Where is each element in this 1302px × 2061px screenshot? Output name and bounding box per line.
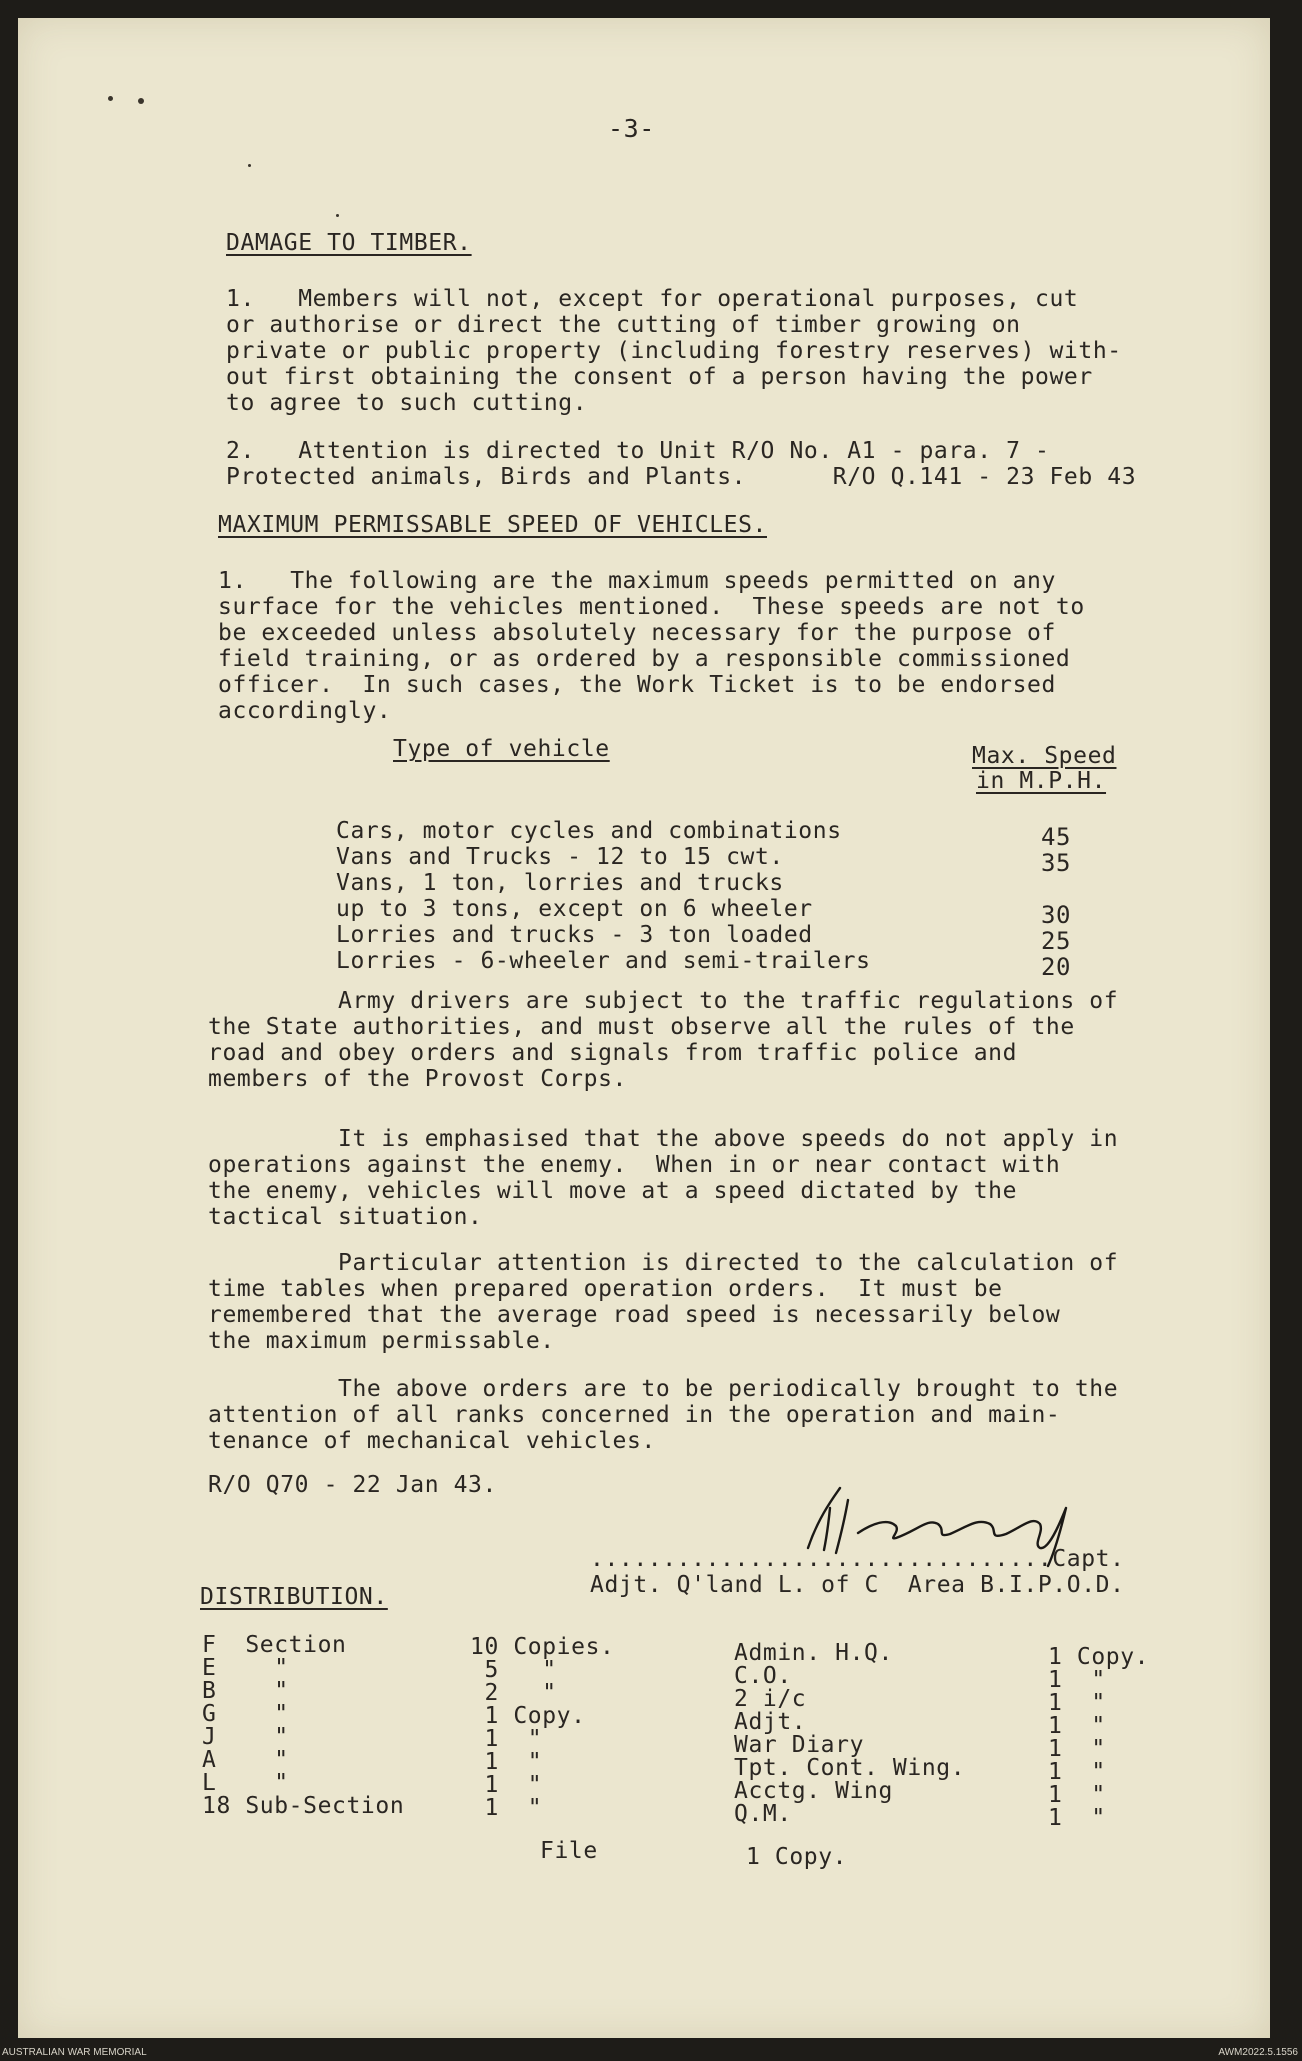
speed-paragraph-1 xyxy=(218,568,1085,724)
table-cell: Lorries and trucks - 3 ton loaded xyxy=(336,922,813,948)
distribution-entry: Q.M. xyxy=(734,1801,792,1827)
text-line: tactical situation. xyxy=(208,1204,483,1230)
text-line: or authorise or direct the cutting of timber growing on xyxy=(226,312,1021,338)
damage-paragraph-1 xyxy=(226,286,1122,416)
vehicle-type-list xyxy=(336,818,871,974)
distribution-entry: G " xyxy=(202,1701,289,1727)
text-line: accordingly. xyxy=(218,698,392,724)
distribution-copies: 1 " xyxy=(470,1749,543,1775)
text-line: Protected animals, Birds and Plants. R/O Q.141 - 23 Feb 43 xyxy=(226,464,1137,490)
table-cell: up to 3 tons, except on 6 wheeler xyxy=(336,896,813,922)
text-line: time tables when prepared operation orders. It must be xyxy=(208,1276,1003,1302)
distribution-copies: 1 " xyxy=(1048,1667,1106,1693)
distribution-entry: Acctg. Wing xyxy=(734,1778,893,1804)
text-line: to agree to such cutting. xyxy=(226,390,588,416)
text-line: field training, or as ordered by a responsible commissioned xyxy=(218,646,1071,672)
distribution-copies: 1 " xyxy=(1048,1713,1106,1739)
distribution-entry: J " xyxy=(202,1724,289,1750)
page-number: -3- xyxy=(608,114,655,143)
paragraph-army-drivers xyxy=(208,988,1118,1092)
distribution-copies: 2 " xyxy=(470,1680,557,1706)
footer-accession-number: AWM2022.5.1556 xyxy=(1218,2047,1298,2058)
text-line: attention of all ranks concerned in the operation and main- xyxy=(208,1402,1061,1428)
distribution-left-copies xyxy=(470,1636,614,1820)
text-line: It is emphasised that the above speeds do not apply in xyxy=(208,1126,1119,1152)
paragraph-above-orders xyxy=(208,1376,1118,1454)
distribution-entry: A " xyxy=(202,1747,289,1773)
distribution-entry: Adjt. xyxy=(734,1709,807,1735)
distribution-copies: 1 " xyxy=(1048,1759,1106,1785)
text-line: operations against the enemy. When in or near contact with xyxy=(208,1152,1061,1178)
damage-paragraph-2 xyxy=(226,438,1136,490)
text-line: the maximum permissable. xyxy=(208,1328,555,1354)
speck xyxy=(336,214,339,217)
text-line: 2. Attention is directed to Unit R/O No. A1 - para. 7 - xyxy=(226,438,1050,464)
section-heading-speed: MAXIMUM PERMISSABLE SPEED OF VEHICLES. xyxy=(218,512,767,538)
section-heading-distribution: DISTRIBUTION. xyxy=(200,1584,388,1610)
text-line: 1. Members will not, except for operational purposes, cut xyxy=(226,286,1079,312)
distribution-left-units xyxy=(202,1634,404,1818)
table-header-max-speed: Max. Speed xyxy=(972,743,1117,769)
text-line: remembered that the average road speed is necessarily below xyxy=(208,1302,1061,1328)
distribution-copies: 1 " xyxy=(470,1726,543,1752)
distribution-entry: Admin. H.Q. xyxy=(734,1640,893,1666)
distribution-entry: C.O. xyxy=(734,1663,792,1689)
table-cell: Vans, 1 ton, lorries and trucks xyxy=(336,870,784,896)
footer-institution: AUSTRALIAN WAR MEMORIAL xyxy=(2,2047,147,2058)
text-line: Particular attention is directed to the calculation of xyxy=(208,1250,1119,1276)
table-header-mph: in M.P.H. xyxy=(976,768,1107,794)
text-line: road and obey orders and signals from traffic police and xyxy=(208,1040,1018,1066)
distribution-copies: 1 " xyxy=(470,1795,543,1821)
document-page xyxy=(18,18,1270,2038)
speck xyxy=(248,164,251,167)
text-line: be exceeded unless absolutely necessary for the purpose of xyxy=(218,620,1056,646)
signature-rank-line: ................................Capt. xyxy=(590,1546,1125,1572)
table-cell: 45 xyxy=(1041,823,1072,851)
distribution-copies: 1 Copy. xyxy=(1048,1644,1150,1670)
paragraph-emphasised xyxy=(208,1126,1118,1230)
text-line: 1. The following are the maximum speeds permitted on any xyxy=(218,568,1056,594)
text-line: out first obtaining the consent of a person having the power xyxy=(226,364,1093,390)
distribution-copies: 10 Copies. xyxy=(470,1634,615,1660)
text-line: private or public property (including forestry reserves) with- xyxy=(226,338,1122,364)
text-line: surface for the vehicles mentioned. These speeds are not to xyxy=(218,594,1085,620)
distribution-entry: 2 i/c xyxy=(734,1686,807,1712)
distribution-copies: 1 " xyxy=(1048,1782,1106,1808)
punch-mark xyxy=(108,96,113,101)
table-cell: Vans and Trucks - 12 to 15 cwt. xyxy=(336,844,784,870)
table-header-vehicle-type: Type of vehicle xyxy=(393,736,610,762)
distribution-entry: 18 Sub-Section xyxy=(202,1793,405,1819)
text-line: The above orders are to be periodically brought to the xyxy=(208,1376,1119,1402)
section-heading-damage: DAMAGE TO TIMBER. xyxy=(226,230,472,256)
distribution-file-copies: 1 Copy. xyxy=(746,1844,848,1870)
distribution-copies: 1 " xyxy=(1048,1690,1106,1716)
table-cell xyxy=(1041,876,1071,902)
distribution-entry: F Section xyxy=(202,1632,347,1658)
distribution-copies: 5 " xyxy=(470,1657,557,1683)
text-line: officer. In such cases, the Work Ticket is to be endorsed xyxy=(218,672,1056,698)
speed-value-list xyxy=(1041,824,1071,980)
distribution-entry: Tpt. Cont. Wing. xyxy=(734,1755,966,1781)
table-cell: 30 xyxy=(1041,901,1072,929)
paragraph-particular xyxy=(208,1250,1118,1354)
table-cell: 25 xyxy=(1041,927,1072,955)
distribution-entry: E " xyxy=(202,1655,289,1681)
distribution-copies: 1 " xyxy=(1048,1805,1106,1831)
text-line: tenance of mechanical vehicles. xyxy=(208,1428,656,1454)
table-cell: Cars, motor cycles and combinations xyxy=(336,818,842,844)
distribution-entry: L " xyxy=(202,1770,289,1796)
distribution-copies: 1 Copy. xyxy=(470,1703,586,1729)
distribution-copies: 1 " xyxy=(470,1772,543,1798)
distribution-file-label: File xyxy=(540,1838,598,1864)
reference-line: R/O Q70 - 22 Jan 43. xyxy=(208,1472,497,1498)
distribution-entry: B " xyxy=(202,1678,289,1704)
signature-title-line: Adjt. Q'land L. of C Area B.I.P.O.D. xyxy=(590,1572,1125,1598)
text-line: members of the Provost Corps. xyxy=(208,1066,627,1092)
punch-mark xyxy=(138,98,144,104)
text-line: Army drivers are subject to the traffic regulations of xyxy=(208,988,1119,1014)
text-line: the State authorities, and must observe all the rules of the xyxy=(208,1014,1075,1040)
distribution-copies: 1 " xyxy=(1048,1736,1106,1762)
distribution-right-units xyxy=(734,1642,965,1826)
distribution-entry: War Diary xyxy=(734,1732,865,1758)
table-cell: Lorries - 6-wheeler and semi-trailers xyxy=(336,948,871,974)
text-line: the enemy, vehicles will move at a speed dictated by the xyxy=(208,1178,1018,1204)
distribution-right-copies xyxy=(1048,1646,1149,1830)
table-cell: 35 xyxy=(1041,849,1072,877)
table-cell: 20 xyxy=(1041,953,1072,981)
